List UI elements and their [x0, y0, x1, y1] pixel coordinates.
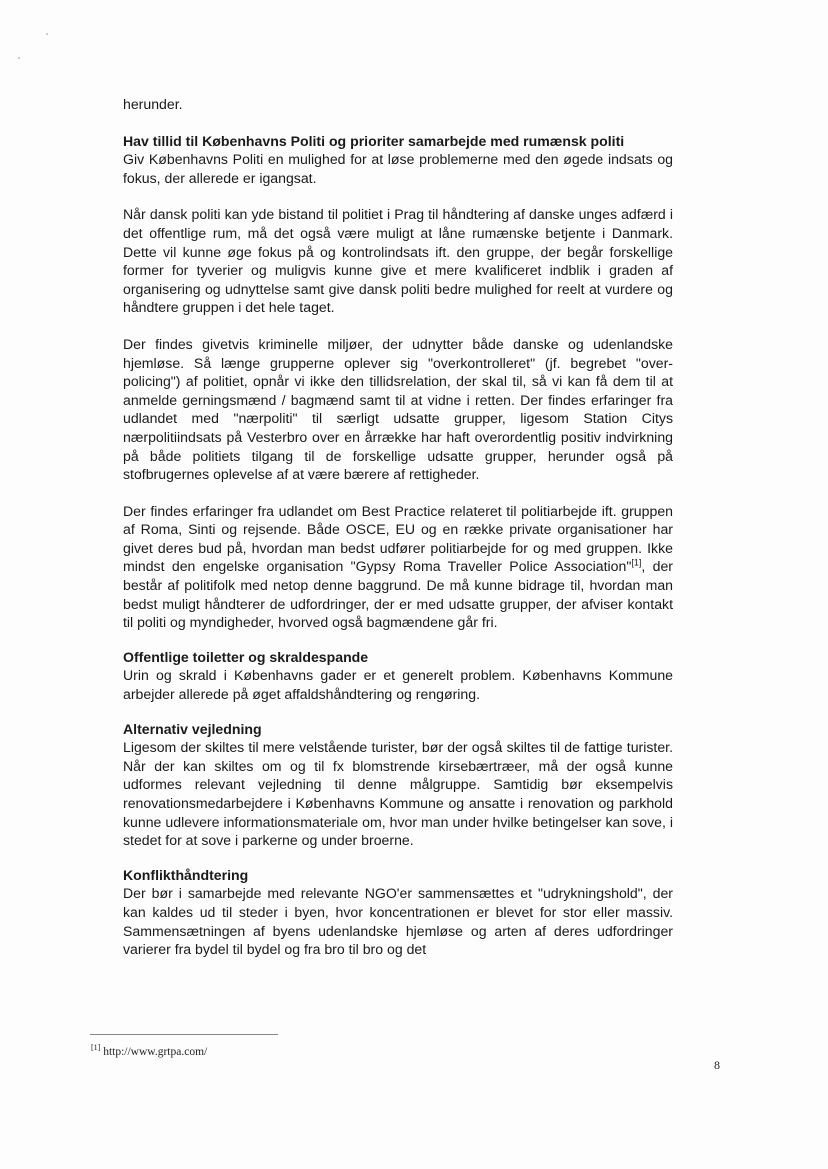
footnote-mark: [1]	[91, 1043, 101, 1052]
section-heading-toilets: Offentlige toiletter og skraldespande	[123, 648, 369, 665]
footnote-reference[interactable]: [1]	[631, 557, 642, 568]
paragraph: Der bør i samarbejde med relevante NGO'er sammensættes et "udrykningshold", der kan kaldes ud til steder i byen, hvor koncentrationen er blevet for stor eller massiv. Sammensætningen af byens udenlandske hjemløse og arten af deres udfordringer varierer fra bydel til bydel og fra bro til bro og det	[123, 885, 673, 958]
paragraph: Ligesom der skiltes til mere velstående turister, bør der også skiltes til de fattige turister. Når der kan skiltes om og til fx blomstrende kirsebærtræer, må der også kunne udformes relevant vejledning til denne målgruppe. Samtidig bør eksempelvis renovationsmedarbejdere i Københavns Kommune og ansatte i renovation og parkhold kunne udlevere informationsmateriale om, hvor man under hvilke betingelser kan sove, i stedet for at sove i parkerne og under broerne.	[123, 739, 673, 849]
footnote-divider	[90, 1034, 278, 1035]
page-body	[123, 95, 673, 959]
paragraph-best-practice	[123, 502, 673, 632]
section-heading-conflict: Konflikthåndtering	[123, 866, 249, 883]
paragraph-text: Der findes erfaringer fra udlandet om Best Practice relateret til politiarbejde ift. gruppen af Roma, Sinti og rejsende. Både OSCE, EU og en række private organisationer har givet deres bud på, hvordan man bedst udfører politiarbejde for og med gruppen. Ikke mindst den engelske organisation "Gypsy Roma Traveller Police Association"	[123, 502, 673, 575]
page-number: 8	[714, 1058, 720, 1072]
paragraph: Urin og skrald i Københavns gader er et generelt problem. Københavns Kommune arbejder allerede på øget affaldshåndtering og rengøring.	[123, 667, 673, 703]
intro-text: herunder.	[123, 96, 183, 112]
section-heading-police: Hav tillid til Københavns Politi og prioriter samarbejde med rumænsk politi	[123, 132, 625, 149]
scan-speck	[18, 57, 20, 59]
paragraph: Der findes givetvis kriminelle miljøer, der udnytter både danske og udenlandske hjemløse. Så længe grupperne oplever sig "overkontrolleret" (jf. begrebet "over-policing") af politiet, opnår vi ikke den tillidsrelation, der skal til, så vi kan få dem til at anmelde gerningsmænd / bagmænd samt til at vidne i retten. Der findes erfaringer fra udlandet med "nærpoliti" til særligt udsatte grupper, ligesom Station Citys nærpolitiindsats på Vesterbro over en årrække har haft overordentlig positiv indvirkning på både politiets tilgang til de forskellige udsatte grupper, herunder også på stofbrugernes oplevelse af at være bærere af rettigheder.	[123, 335, 673, 483]
footnote-link[interactable]: http://www.grtpa.com/	[103, 1045, 208, 1058]
footnote	[91, 1043, 207, 1058]
paragraph: Giv Københavns Politi en mulighed for at løse problemerne med den øgede indsats og fokus, der allerede er igangsat.	[123, 151, 673, 186]
section-heading-guidance: Alternativ vejledning	[123, 720, 262, 737]
paragraph-text: , der består af politifolk med netop denne baggrund. De må kunne bidrage til, hvordan man bedst muligt håndterer de udfordringer, der er med udsatte grupper, der afviser kontakt til politi og myndigheder, hvorved også bagmændene går fri.	[123, 558, 673, 631]
paragraph: Når dansk politi kan yde bistand til politiet i Prag til håndtering af danske unges adfærd i det offentlige rum, må det også være muligt at låne rumænske betjente i Danmark. Dette vil kunne øge fokus på og kontrolindsats ift. den gruppe, der begår forskellige former for tyverier og muligvis kunne give et mere kvalificeret indblik i graden af organisering og udnyttelse samt give dansk politi bedre mulighed for reelt at vurdere og håndtere gruppen i det hele taget.	[123, 206, 673, 316]
scan-speck	[46, 33, 48, 35]
